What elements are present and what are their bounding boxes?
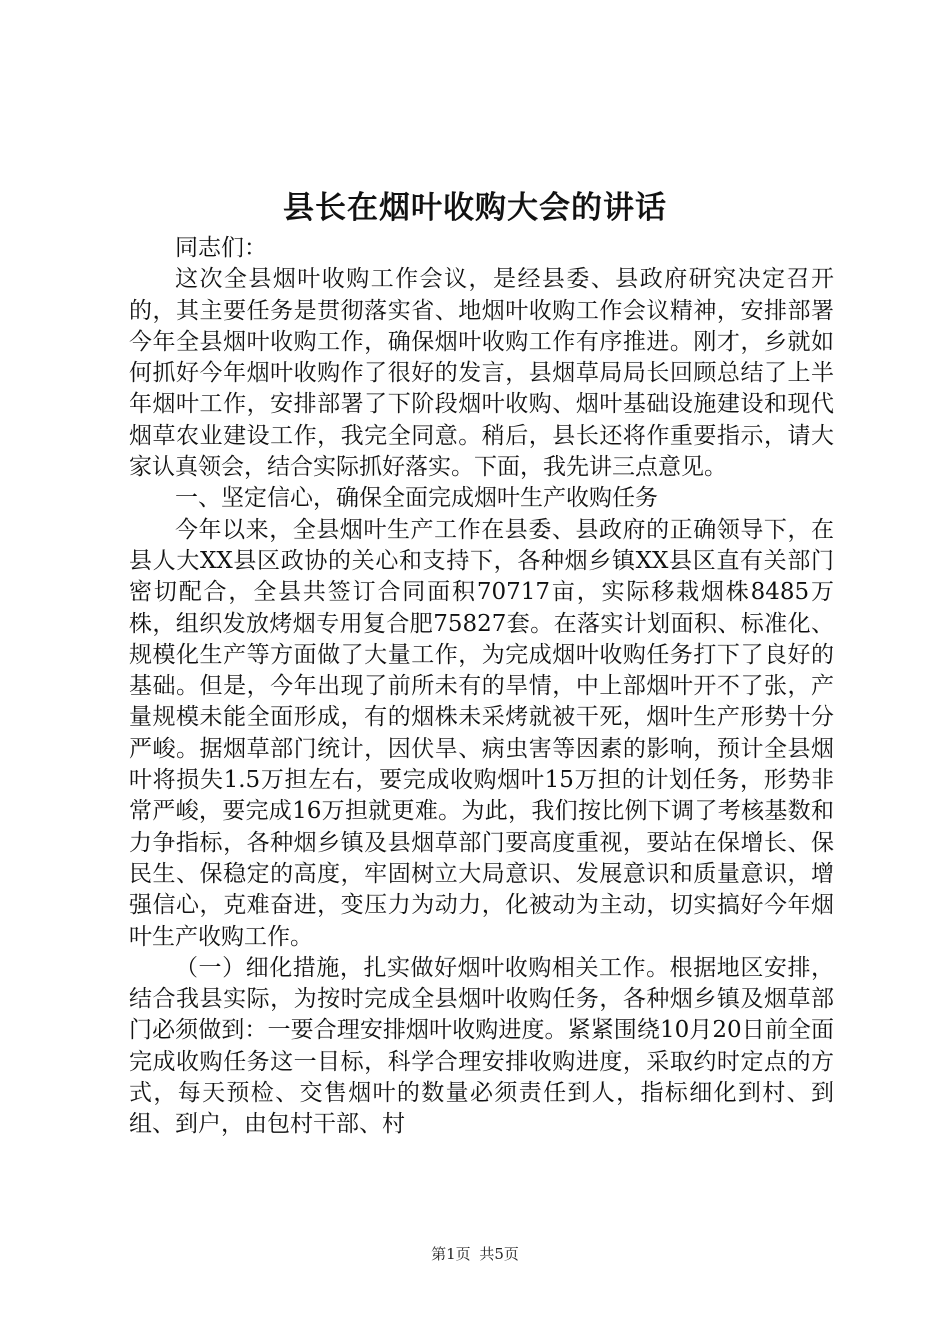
paragraph-intro: 这次全县烟叶收购工作会议，是经县委、县政府研究决定召开的，其主要任务是贯彻落实省、地烟叶收购工作会议精神，安排部署今年全县烟叶收购工作，确保烟叶收购工作有序推进。刚才，乡就如何抓好今年烟叶收购作了很好的发言，县烟草局局长回顾总结了上半年烟叶工作，安排部署了下阶段烟叶收购、烟叶基础设施建设和现代烟草农业建设工作，我完全同意。稍后，县长还将作重要指示，请大家认真领会，结合实际抓好落实。下面，我先讲三点意见。 [129,266,834,481]
document-title: 县长在烟叶收购大会的讲话 [283,190,667,226]
paragraph-measures: （一）细化措施，扎实做好烟叶收购相关工作。根据地区安排，结合我县实际，为按时完成全县烟叶收购任务，各种烟乡镇及烟草部门必须做到：一要合理安排烟叶收购进度。紧紧围绕10月20日前全面完成收购任务这一目标，科学合理安排收购进度，采取约时定点的方式，每天预检、交售烟叶的数量必须责任到人，指标细化到村、到组、到户，由包村干部、村 [129,954,834,1138]
page-footer [0,1244,950,1264]
paragraph-situation: 今年以来，全县烟叶生产工作在县委、县政府的正确领导下，在县人大XX县区政协的关心和支持下，各种烟乡镇XX县区直有关部门密切配合，全县共签订合同面积70717亩，实际移栽烟株8485万株，组织发放烤烟专用复合肥75827套。在落实计划面积、标准化、规模化生产等方面做了大量工作，为完成烟叶收购任务打下了良好的基础。但是，今年出现了前所未有的旱情，中上部烟叶开不了张，产量规模未能全面形成，有的烟株未采烤就被干死，烟叶生产形势十分严峻。据烟草部门统计，因伏旱、病虫害等因素的影响，预计全县烟叶将损失1.5万担左右，要完成收购烟叶15万担的计划任务，形势非常严峻，要完成16万担就更难。为此，我们按比例下调了考核基数和力争指标，各种烟乡镇及县烟草部门要高度重视，要站在保增长、保民生、保稳定的高度，牢固树立大局意识、发展意识和质量意识，增强信心，克难奋进，变压力为动力，化被动为主动，切实搞好今年烟叶生产收购工作。 [129,516,834,950]
section-heading-1: 一、坚定信心，确保全面完成烟叶生产收购任务 [175,485,658,512]
page-total: 共5页 [479,1245,519,1263]
salutation: 同志们： [175,235,267,261]
document-body [129,233,834,1141]
page-number: 第1页 [431,1245,471,1263]
